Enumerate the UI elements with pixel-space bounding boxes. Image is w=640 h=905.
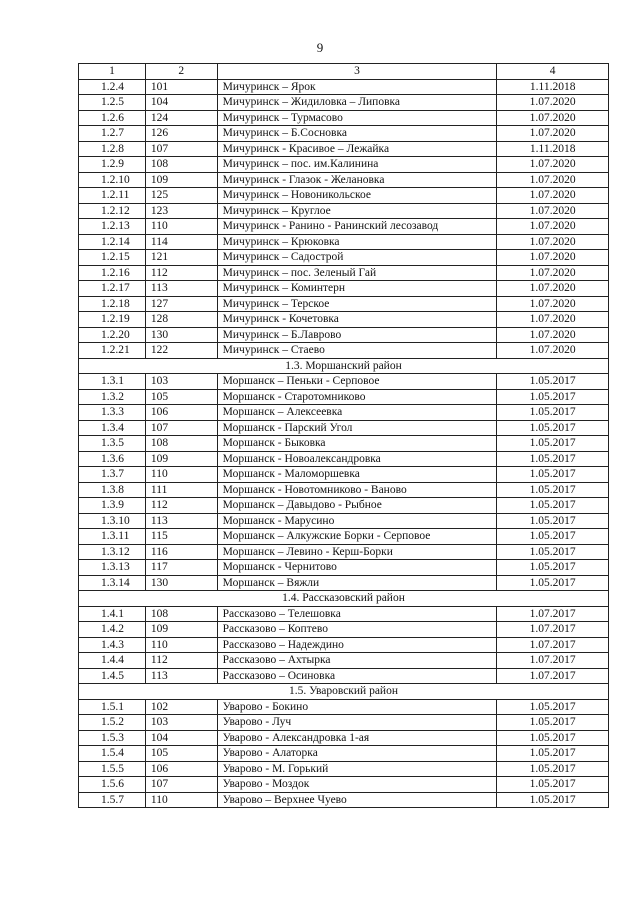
route-number: 1.2.14 [79, 234, 146, 250]
table-row [79, 668, 609, 684]
start-date: 1.05.2017 [497, 405, 609, 421]
route-code: 121 [145, 250, 217, 266]
table-row [79, 622, 609, 638]
table-row [79, 513, 609, 529]
start-date: 1.05.2017 [497, 746, 609, 762]
route-name: Мичуринск – пос. Зеленый Гай [217, 265, 497, 281]
route-code: 128 [145, 312, 217, 328]
route-number: 1.3.2 [79, 389, 146, 405]
start-date: 1.07.2020 [497, 219, 609, 235]
route-code: 116 [145, 544, 217, 560]
start-date: 1.05.2017 [497, 374, 609, 390]
route-number: 1.5.1 [79, 699, 146, 715]
section-title: 1.3. Моршанский район [79, 358, 609, 374]
route-number: 1.2.7 [79, 126, 146, 142]
route-number: 1.3.10 [79, 513, 146, 529]
table-row [79, 451, 609, 467]
route-name: Мичуринск – Б.Лаврово [217, 327, 497, 343]
table-row [79, 637, 609, 653]
route-code: 112 [145, 498, 217, 514]
route-name: Моршанск - Новотомниково - Ваново [217, 482, 497, 498]
route-code: 130 [145, 575, 217, 591]
route-number: 1.3.6 [79, 451, 146, 467]
route-code: 109 [145, 172, 217, 188]
route-code: 107 [145, 420, 217, 436]
start-date: 1.05.2017 [497, 420, 609, 436]
table-row [79, 389, 609, 405]
route-number: 1.3.5 [79, 436, 146, 452]
route-name: Моршанск - Старотомниково [217, 389, 497, 405]
route-name: Рассказово – Надеждино [217, 637, 497, 653]
start-date: 1.05.2017 [497, 544, 609, 560]
start-date: 1.07.2020 [497, 188, 609, 204]
start-date: 1.07.2020 [497, 234, 609, 250]
table-row [79, 730, 609, 746]
route-number: 1.2.6 [79, 110, 146, 126]
table-row [79, 374, 609, 390]
table-row [79, 420, 609, 436]
route-code: 113 [145, 281, 217, 297]
route-name: Мичуринск - Кочетовка [217, 312, 497, 328]
route-name: Уварово - Моздок [217, 777, 497, 793]
start-date: 1.05.2017 [497, 792, 609, 808]
route-number: 1.2.19 [79, 312, 146, 328]
table-row [79, 746, 609, 762]
table-row [79, 792, 609, 808]
route-number: 1.2.16 [79, 265, 146, 281]
route-name: Моршанск – Пеньки - Серповое [217, 374, 497, 390]
route-number: 1.5.4 [79, 746, 146, 762]
table-row [79, 699, 609, 715]
route-code: 105 [145, 746, 217, 762]
table-row [79, 126, 609, 142]
table-row [79, 715, 609, 731]
table-row [79, 265, 609, 281]
route-number: 1.2.18 [79, 296, 146, 312]
route-name: Мичуринск – Б.Сосновка [217, 126, 497, 142]
start-date: 1.07.2020 [497, 172, 609, 188]
route-number: 1.5.5 [79, 761, 146, 777]
start-date: 1.07.2020 [497, 281, 609, 297]
route-name: Уварово - Алаторка [217, 746, 497, 762]
route-name: Моршанск – Алкужские Борки - Серповое [217, 529, 497, 545]
route-name: Мичуринск – Жидиловка – Липовка [217, 95, 497, 111]
start-date: 1.07.2017 [497, 653, 609, 669]
start-date: 1.05.2017 [497, 761, 609, 777]
section-title: 1.5. Уваровский район [79, 684, 609, 700]
route-number: 1.3.9 [79, 498, 146, 514]
route-code: 104 [145, 95, 217, 111]
route-name: Уварово - Луч [217, 715, 497, 731]
header-cell-4: 4 [497, 64, 609, 80]
route-name: Рассказово – Осиновка [217, 668, 497, 684]
route-code: 102 [145, 699, 217, 715]
start-date: 1.05.2017 [497, 777, 609, 793]
route-code: 110 [145, 792, 217, 808]
route-name: Рассказово – Телешовка [217, 606, 497, 622]
start-date: 1.05.2017 [497, 575, 609, 591]
route-number: 1.4.5 [79, 668, 146, 684]
routes-table-body [79, 64, 609, 808]
table-row [79, 203, 609, 219]
route-code: 130 [145, 327, 217, 343]
route-number: 1.4.3 [79, 637, 146, 653]
route-number: 1.3.8 [79, 482, 146, 498]
start-date: 1.07.2020 [497, 343, 609, 359]
start-date: 1.07.2017 [497, 637, 609, 653]
route-name: Мичуринск – Коминтерн [217, 281, 497, 297]
route-name: Моршанск - Быковка [217, 436, 497, 452]
route-code: 115 [145, 529, 217, 545]
route-number: 1.3.11 [79, 529, 146, 545]
route-name: Моршанск - Маломоршевка [217, 467, 497, 483]
start-date: 1.07.2020 [497, 110, 609, 126]
section-row [79, 358, 609, 374]
route-number: 1.2.13 [79, 219, 146, 235]
route-name: Мичуринск – пос. им.Калинина [217, 157, 497, 173]
start-date: 1.07.2020 [497, 265, 609, 281]
route-name: Рассказово – Ахтырка [217, 653, 497, 669]
route-number: 1.2.20 [79, 327, 146, 343]
table-row [79, 219, 609, 235]
start-date: 1.07.2017 [497, 668, 609, 684]
route-name: Моршанск - Новоалександровка [217, 451, 497, 467]
route-code: 126 [145, 126, 217, 142]
start-date: 1.07.2017 [497, 622, 609, 638]
route-code: 105 [145, 389, 217, 405]
route-name: Рассказово – Коптево [217, 622, 497, 638]
start-date: 1.07.2020 [497, 126, 609, 142]
table-row [79, 312, 609, 328]
start-date: 1.07.2020 [497, 327, 609, 343]
route-number: 1.4.1 [79, 606, 146, 622]
start-date: 1.11.2018 [497, 141, 609, 157]
route-name: Мичуринск – Садострой [217, 250, 497, 266]
start-date: 1.05.2017 [497, 715, 609, 731]
start-date: 1.05.2017 [497, 730, 609, 746]
header-cell-1: 1 [79, 64, 146, 80]
table-row [79, 141, 609, 157]
route-code: 125 [145, 188, 217, 204]
table-row [79, 110, 609, 126]
table-row [79, 482, 609, 498]
route-code: 127 [145, 296, 217, 312]
route-code: 110 [145, 637, 217, 653]
route-name: Моршанск - Чернитово [217, 560, 497, 576]
start-date: 1.05.2017 [497, 482, 609, 498]
table-row [79, 250, 609, 266]
route-code: 113 [145, 668, 217, 684]
route-code: 110 [145, 467, 217, 483]
route-name: Мичуринск - Красивое – Лежайка [217, 141, 497, 157]
route-code: 117 [145, 560, 217, 576]
section-row [79, 684, 609, 700]
start-date: 1.07.2020 [497, 250, 609, 266]
route-code: 112 [145, 653, 217, 669]
start-date: 1.05.2017 [497, 451, 609, 467]
route-code: 104 [145, 730, 217, 746]
table-row [79, 560, 609, 576]
route-code: 106 [145, 761, 217, 777]
table-row [79, 575, 609, 591]
route-number: 1.2.11 [79, 188, 146, 204]
route-code: 103 [145, 715, 217, 731]
route-number: 1.5.2 [79, 715, 146, 731]
route-name: Мичуринск – Ярок [217, 79, 497, 95]
route-number: 1.2.9 [79, 157, 146, 173]
route-number: 1.3.7 [79, 467, 146, 483]
header-cell-3: 3 [217, 64, 497, 80]
route-name: Уварово - Бокино [217, 699, 497, 715]
table-row [79, 529, 609, 545]
table-row [79, 157, 609, 173]
route-name: Уварово – Верхнее Чуево [217, 792, 497, 808]
start-date: 1.05.2017 [497, 498, 609, 514]
route-code: 109 [145, 622, 217, 638]
route-code: 106 [145, 405, 217, 421]
start-date: 1.05.2017 [497, 513, 609, 529]
route-number: 1.3.3 [79, 405, 146, 421]
table-row [79, 405, 609, 421]
route-code: 108 [145, 157, 217, 173]
start-date: 1.05.2017 [497, 467, 609, 483]
route-name: Моршанск – Вяжли [217, 575, 497, 591]
start-date: 1.07.2020 [497, 203, 609, 219]
start-date: 1.07.2020 [497, 157, 609, 173]
start-date: 1.07.2020 [497, 296, 609, 312]
route-number: 1.3.12 [79, 544, 146, 560]
route-number: 1.3.1 [79, 374, 146, 390]
route-name: Мичуринск – Круглое [217, 203, 497, 219]
table-row [79, 79, 609, 95]
route-number: 1.2.17 [79, 281, 146, 297]
table-row [79, 327, 609, 343]
route-name: Моршанск – Алексеевка [217, 405, 497, 421]
table-row [79, 188, 609, 204]
table-row [79, 761, 609, 777]
route-number: 1.2.8 [79, 141, 146, 157]
header-row [79, 64, 609, 80]
section-title: 1.4. Рассказовский район [79, 591, 609, 607]
route-number: 1.3.4 [79, 420, 146, 436]
routes-table [78, 63, 609, 808]
route-name: Мичуринск - Глазок - Желановка [217, 172, 497, 188]
route-code: 113 [145, 513, 217, 529]
table-row [79, 95, 609, 111]
route-code: 122 [145, 343, 217, 359]
route-code: 114 [145, 234, 217, 250]
route-code: 110 [145, 219, 217, 235]
route-number: 1.4.4 [79, 653, 146, 669]
route-code: 109 [145, 451, 217, 467]
route-name: Моршанск – Давыдово - Рыбное [217, 498, 497, 514]
table-row [79, 343, 609, 359]
start-date: 1.11.2018 [497, 79, 609, 95]
table-row [79, 653, 609, 669]
table-row [79, 296, 609, 312]
header-cell-2: 2 [145, 64, 217, 80]
route-number: 1.3.13 [79, 560, 146, 576]
route-name: Мичуринск – Терское [217, 296, 497, 312]
start-date: 1.07.2020 [497, 312, 609, 328]
route-number: 1.2.5 [79, 95, 146, 111]
table-row [79, 777, 609, 793]
route-code: 108 [145, 606, 217, 622]
route-number: 1.2.15 [79, 250, 146, 266]
route-name: Мичуринск – Турмасово [217, 110, 497, 126]
route-name: Моршанск - Парский Угол [217, 420, 497, 436]
route-code: 108 [145, 436, 217, 452]
start-date: 1.05.2017 [497, 529, 609, 545]
route-name: Моршанск – Левино - Керш-Борки [217, 544, 497, 560]
route-code: 101 [145, 79, 217, 95]
route-code: 124 [145, 110, 217, 126]
route-number: 1.5.3 [79, 730, 146, 746]
route-number: 1.5.6 [79, 777, 146, 793]
table-row [79, 544, 609, 560]
start-date: 1.05.2017 [497, 699, 609, 715]
route-number: 1.2.10 [79, 172, 146, 188]
route-name: Уварово - М. Горький [217, 761, 497, 777]
table-row [79, 606, 609, 622]
route-number: 1.2.4 [79, 79, 146, 95]
page-number: 9 [316, 40, 324, 55]
table-row [79, 498, 609, 514]
route-name: Мичуринск - Ранино - Ранинский лесозавод [217, 219, 497, 235]
route-code: 103 [145, 374, 217, 390]
start-date: 1.05.2017 [497, 560, 609, 576]
route-number: 1.4.2 [79, 622, 146, 638]
route-name: Мичуринск – Стаево [217, 343, 497, 359]
start-date: 1.07.2017 [497, 606, 609, 622]
route-name: Моршанск - Марусино [217, 513, 497, 529]
route-code: 123 [145, 203, 217, 219]
table-row [79, 234, 609, 250]
table-row [79, 172, 609, 188]
route-code: 107 [145, 141, 217, 157]
section-row [79, 591, 609, 607]
route-number: 1.5.7 [79, 792, 146, 808]
route-number: 1.2.21 [79, 343, 146, 359]
route-name: Мичуринск – Новоникольское [217, 188, 497, 204]
table-row [79, 436, 609, 452]
table-row [79, 467, 609, 483]
start-date: 1.05.2017 [497, 389, 609, 405]
route-name: Мичуринск – Крюковка [217, 234, 497, 250]
route-code: 107 [145, 777, 217, 793]
route-code: 111 [145, 482, 217, 498]
start-date: 1.07.2020 [497, 95, 609, 111]
route-number: 1.2.12 [79, 203, 146, 219]
route-name: Уварово - Александровка 1-ая [217, 730, 497, 746]
start-date: 1.05.2017 [497, 436, 609, 452]
route-code: 112 [145, 265, 217, 281]
route-number: 1.3.14 [79, 575, 146, 591]
table-row [79, 281, 609, 297]
